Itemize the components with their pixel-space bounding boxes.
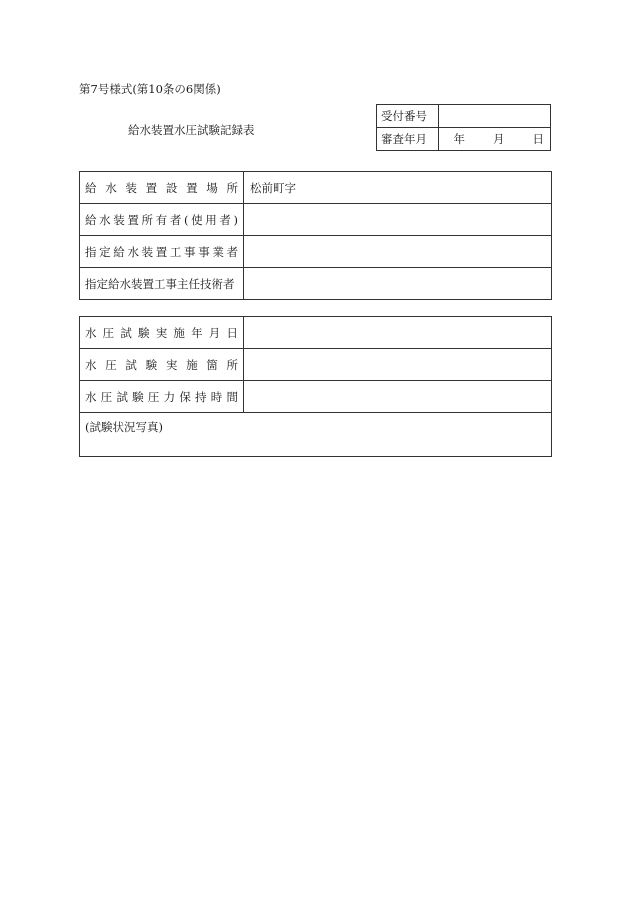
test-photo-label: (試験状況写真): [85, 420, 163, 434]
contractor-label: 指定給水装置工事事業者: [85, 244, 238, 259]
document-title: 給水装置水圧試験記録表: [128, 123, 255, 137]
installation-location-field[interactable]: 松前町字: [244, 172, 552, 204]
receipt-number-field[interactable]: [439, 105, 551, 128]
chief-engineer-row: [80, 268, 552, 300]
test-location-field[interactable]: [244, 349, 552, 381]
receipt-number-row: [377, 105, 551, 128]
test-date-label: 水 圧 試 験 実 施 年 月 日: [85, 325, 238, 340]
owner-field[interactable]: [244, 204, 552, 236]
review-date-label: 審査年月: [377, 128, 439, 151]
test-date-field[interactable]: [244, 317, 552, 349]
form-number: 第7号様式(第10条の6関係): [79, 82, 221, 96]
test-location-label: 水 圧 試 験 実 施 箇 所: [85, 357, 238, 372]
test-location-row: [80, 349, 552, 381]
pressure-hold-time-field[interactable]: [244, 381, 552, 413]
review-date-day-label: 日: [532, 132, 544, 146]
contractor-row: [80, 236, 552, 268]
pressure-test-table: [79, 316, 552, 457]
test-date-row: [80, 317, 552, 349]
owner-row: [80, 204, 552, 236]
test-photo-row: [80, 413, 552, 457]
reception-box: [376, 104, 551, 151]
contractor-field[interactable]: [244, 236, 552, 268]
installation-location-label: 給 水 装 置 設 置 場 所: [85, 180, 238, 195]
review-date-month-label: 月: [493, 132, 505, 146]
test-photo-area[interactable]: [80, 413, 552, 457]
chief-engineer-label: 指定給水装置工事主任技術者: [85, 276, 235, 291]
review-date-year-label: 年: [453, 132, 465, 146]
receipt-number-label: 受付番号: [377, 105, 439, 128]
review-date-row: [377, 128, 551, 151]
chief-engineer-field[interactable]: [244, 268, 552, 300]
review-date-field[interactable]: [439, 128, 551, 151]
installation-location-row: [80, 172, 552, 204]
pressure-hold-time-row: [80, 381, 552, 413]
pressure-hold-time-label: 水 圧 試 験 圧 力 保 持 時 間: [85, 389, 238, 404]
installation-info-table: [79, 171, 552, 300]
owner-label: 給水装置所有者(使用者): [85, 212, 238, 227]
